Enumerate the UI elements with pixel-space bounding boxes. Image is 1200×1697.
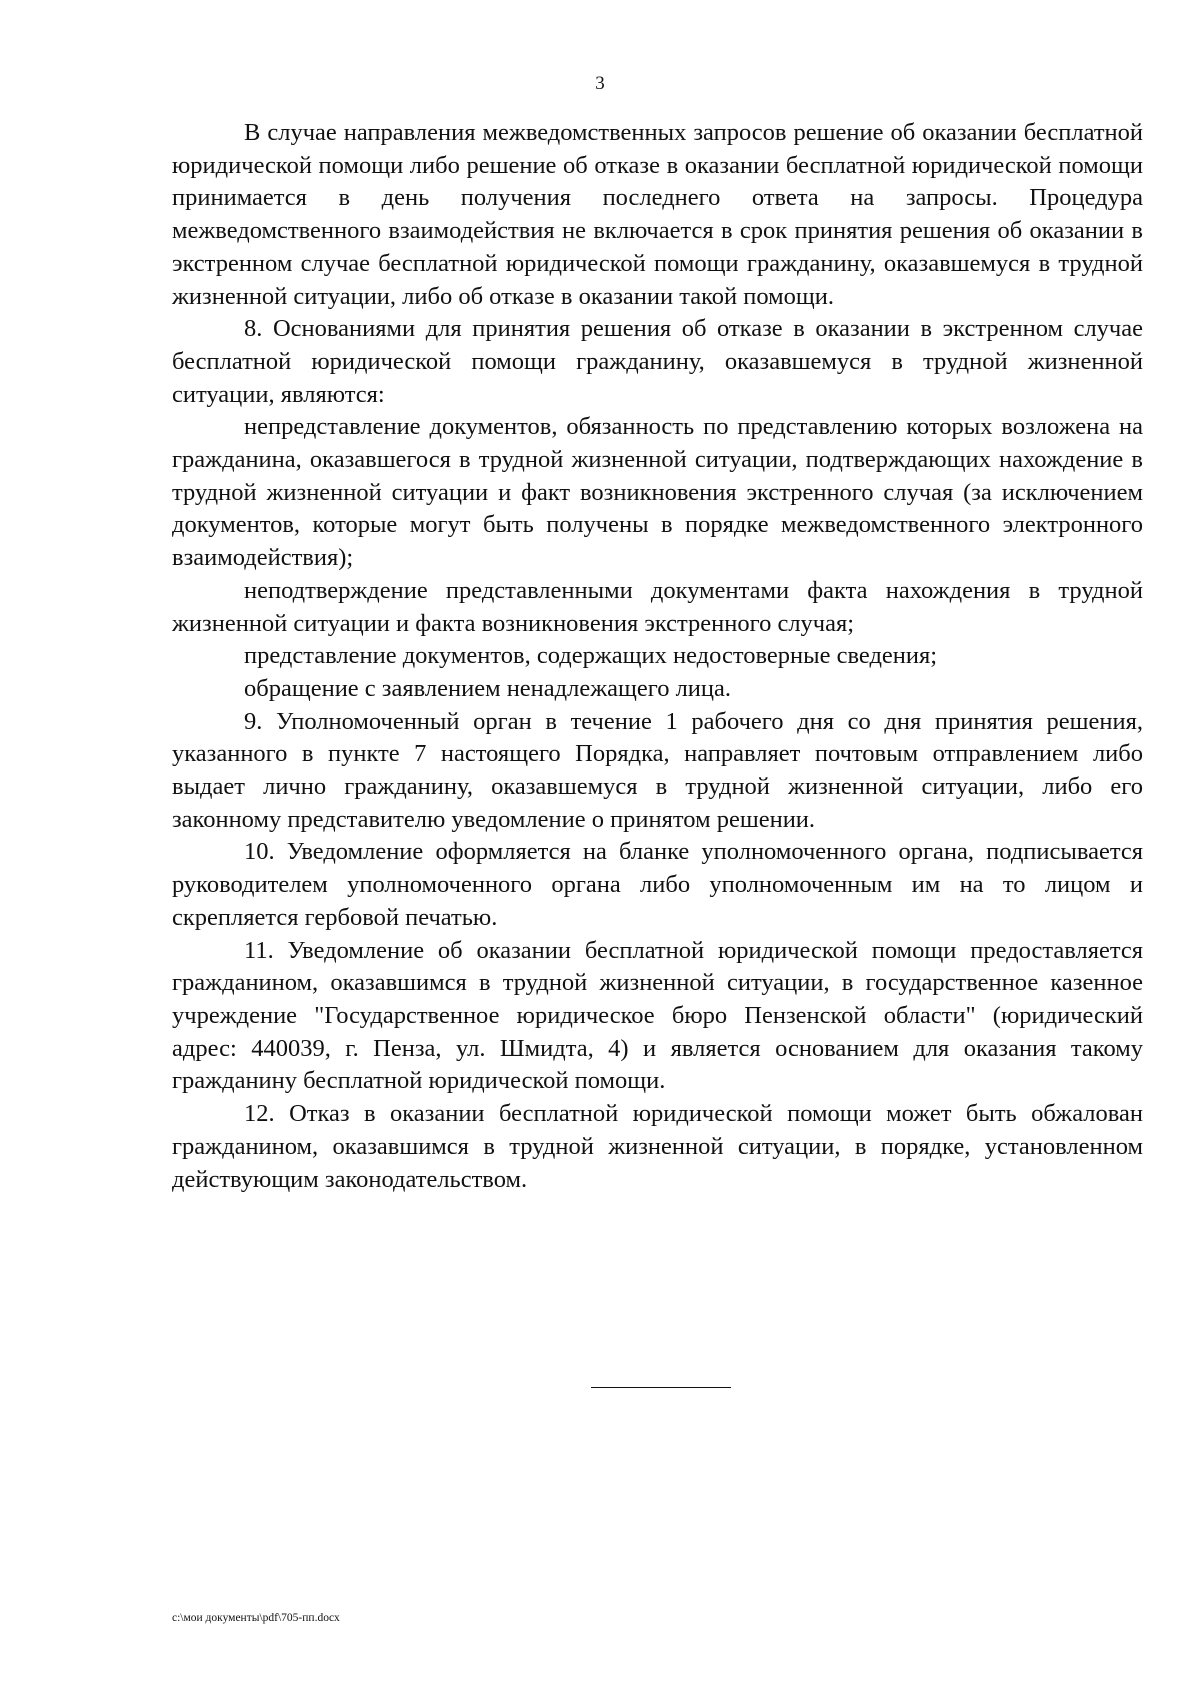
- paragraph-12-appeal: 12. Отказ в оказании бесплатной юридической помощи может быть обжалован гражданином, оказавшимся в трудной жизненной ситуации, в порядке, установленном действующим законодательством.: [172, 1100, 1143, 1193]
- paragraph-9-notification-sending: 9. Уполномоченный орган в течение 1 рабочего дня со дня принятия решения, указанного в пункте 7 настоящего Порядка, направляет почтовым отправлением либо выдает лично гражданину, оказавшемуся в трудной жизненной ситуации, либо его законному представителю уведомление о принятом решении.: [172, 707, 1143, 833]
- paragraph-10-notification-form: 10. Уведомление оформляется на бланке уполномоченного органа, подписывается руководителем уполномоченного органа либо уполномоченным им на то лицом и скрепляется гербовой печатью.: [172, 838, 1143, 931]
- refusal-ground-improper-person: обращение с заявлением ненадлежащего лица.: [244, 674, 732, 702]
- paragraph-interagency-requests: В случае направления межведомственных запросов решение об оказании бесплатной юридической помощи либо решение об отказе в оказании бесплатной юридической помощи принимается в день получения последнего ответа на запросы. Процедура межведомственного взаимодействия не включается в срок принятия решения об оказании в экстренном случае бесплатной юридической помощи гражданину, оказавшемуся в трудной жизненной ситуации, либо об отказе в оказании такой помощи.: [172, 119, 1143, 310]
- refusal-ground-documents-not-submitted: непредставление документов, обязанность по представлению которых возложена на гражданина, оказавшегося в трудной жизненной ситуации, подтверждающих нахождение в трудной жизненной ситуации и факт возникновения экстренного случая (за исключением документов, которые могут быть получены в порядке межведомственного электронного взаимодействия);: [172, 413, 1143, 572]
- document-body: [172, 117, 1143, 1196]
- page-number: 3: [595, 73, 605, 94]
- footer-file-path: c:\мои документы\pdf\705-пп.docx: [172, 1612, 340, 1624]
- refusal-ground-false-information: представление документов, содержащих недостоверные сведения;: [244, 642, 938, 670]
- refusal-ground-not-confirmed: неподтверждение представленными документами факта нахождения в трудной жизненной ситуации и факта возникновения экстренного случая;: [172, 576, 1143, 637]
- paragraph-11-notification-submission: 11. Уведомление об оказании бесплатной юридической помощи предоставляется гражданином, оказавшимся в трудной жизненной ситуации, в государственное казенное учреждение "Государственное юридическое бюро Пензенской области" (юридический адрес: 440039, г. Пенза, ул. Шмидта, 4) и является основанием для оказания такому гражданину бесплатной юридической помощи.: [172, 936, 1143, 1095]
- end-separator-line: [591, 1387, 731, 1388]
- paragraph-8-refusal-grounds: 8. Основаниями для принятия решения об отказе в оказании в экстренном случае бесплатной юридической помощи гражданину, оказавшемуся в трудной жизненной ситуации, являются:: [172, 315, 1143, 408]
